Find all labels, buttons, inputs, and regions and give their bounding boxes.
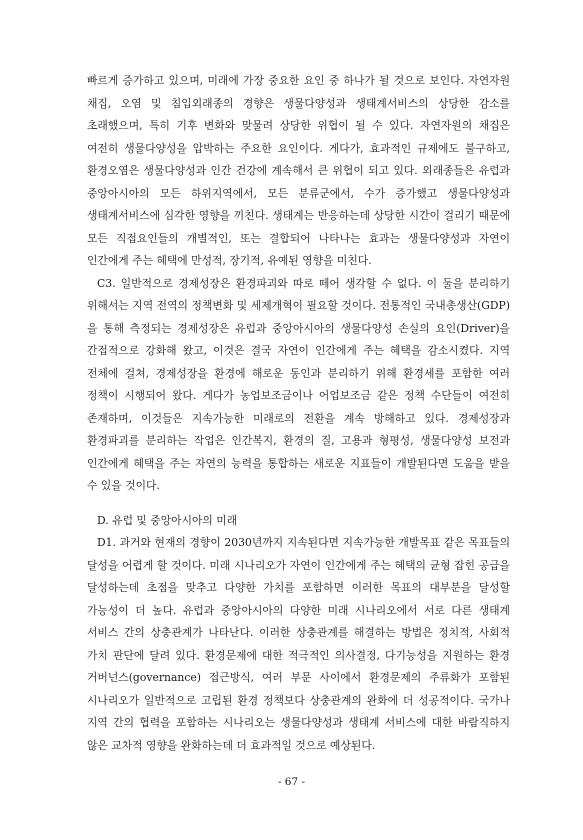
- paragraph-c3: C3. 일반적으로 경제성장은 환경파괴와 따로 떼어 생각할 수 없다. 이 둘을 분리하기 위해서는 지역 전역의 정책변화 및 세제개혁이 필요할 것이다. 전통적인 국내총생산(GDP)을 통해 측정되는 경제성장은 유럽과 중앙아시아의 생물다양성 손실의 요인(Driver)을 간접적으로 강화해 왔고, 이것은 결국 자연이 인간에게 주는 혜택을 감소시켰다. 지역 전체에 걸쳐, 경제성장을 환경에 해로운 동인과 분리하기 위해 환경세를 포함한 여러 정책이 시행되어 왔다. 게다가 농업보조금이나 어업보조금 같은 정책 수단들이 여전히 존재하며, 이것들은 지속가능한 미래로의 전환을 계속 방해하고 있다. 경제성장과 환경파괴를 분리하는 작업은 인간복지, 환경의 질, 고용과 형평성, 생물다양성 보전과 인간에게 혜택을 주는 자연의 능력을 통합하는 새로운 지표들이 개발된다면 도움을 받을 수 있을 것이다.: [87, 276, 510, 492]
- paragraph-continued: 빠르게 증가하고 있으며, 미래에 가장 중요한 요인 중 하나가 될 것으로 보인다. 자연자원 채집, 오염 및 침입외래종의 경향은 생물다양성과 생태계서비스의 상당한 감소를 초래했으며, 특히 기후 변화와 맞물려 상당한 위협이 될 수 있다. 자연자원의 채집은 여전히 생물다양성을 압박하는 주요한 요인이다. 게다가, 효과적인 규제에도 불구하고, 환경오염은 생물다양성과 인간 건강에 계속해서 큰 위협이 되고 있다. 외래종들은 유럽과 중앙아시아의 모든 하위지역에서, 모든 분류군에서, 수가 증가했고 생물다양성과 생태계서비스에 심각한 영향을 끼친다. 생태계는 반응하는데 상당한 시간이 걸리기 때문에 모든 직접요인들의 개별적인, 또는 결합되어 나타나는 효과는 생물다양성과 자연이 인간에게 주는 혜택에 만성적, 장기적, 유예된 영향을 미친다.: [87, 74, 510, 267]
- paragraph-d1: D1. 과거와 현재의 경향이 2030년까지 지속된다면 지속가능한 개발목표 같은 목표들의 달성을 어렵게 할 것이다. 미래 시나리오가 자연이 인간에게 주는 혜택의 균형 잡힌 공급을 달성하는데 초점을 맞추고 다양한 가치를 포함하면 이러한 목표의 대부분을 달성할 가능성이 더 높다. 유럽과 중앙아시아의 다양한 미래 시나리오에서 서로 다른 생태계 서비스 간의 상충관계가 나타난다. 이러한 상충관계를 해결하는 방법은 정치적, 사회적 가치 판단에 달려 있다. 환경문제에 대한 적극적인 의사결정, 다기능성을 지원하는 환경 거버넌스(governance) 접근방식, 여러 부문 사이에서 환경문제의 주류화가 포함된 시나리오가 일반적으로 고립된 환경 정책보다 상충관계의 완화에 더 성공적이다. 국가나 지역 간의 협력을 포함하는 시나리오는 생물다양성과 생태계 서비스에 대한 바람직하지 않은 교차적 영향을 완화하는데 더 효과적일 것으로 예상된다.: [87, 536, 510, 752]
- page-number: - 67 -: [277, 776, 306, 788]
- body-text: [87, 70, 510, 757]
- section-heading-d: D. 유럽 및 중앙아시아의 미래: [97, 513, 238, 527]
